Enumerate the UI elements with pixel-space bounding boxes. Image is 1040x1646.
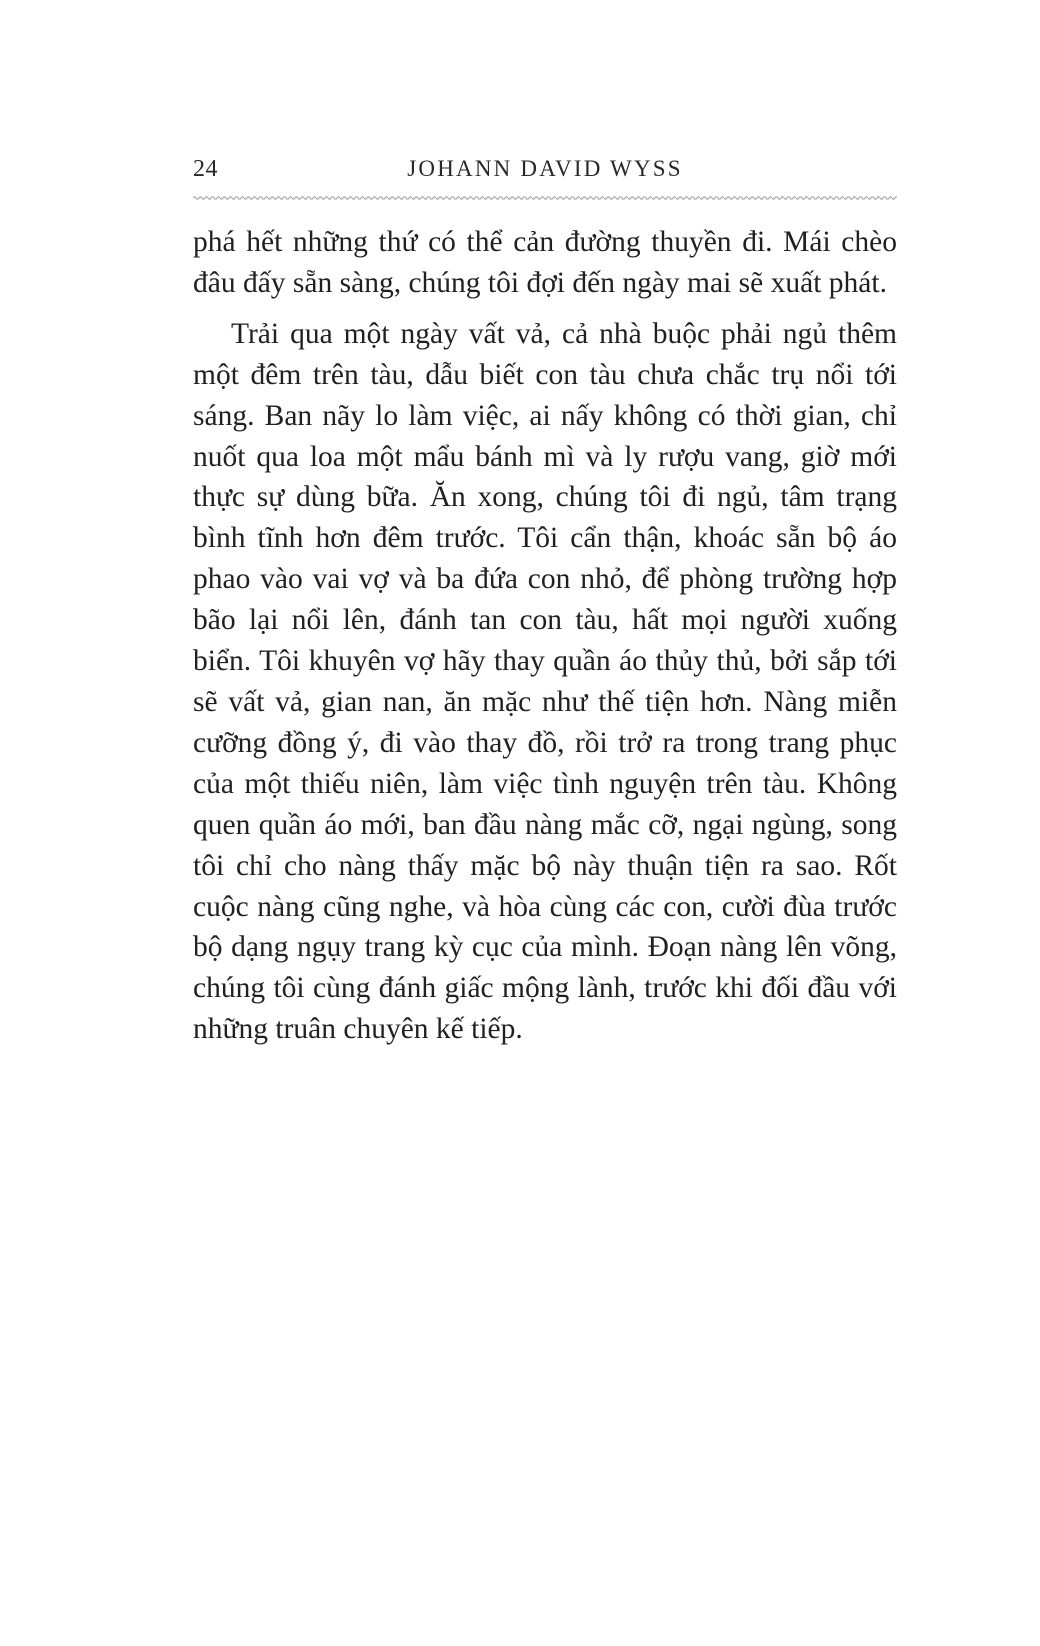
body-text [193,222,897,1050]
running-header [193,150,897,190]
paragraph-main: Trải qua một ngày vất vả, cả nhà buộc phải ngủ thêm một đêm trên tàu, dẫu biết con tàu chưa chắc trụ nổi tới sáng. Ban nãy lo làm việc, ai nấy không có thời gian, chỉ nuốt qua loa một mẩu bánh mì và ly rượu vang, giờ mới thực sự dùng bữa. Ăn xong, chúng tôi đi ngủ, tâm trạng bình tĩnh hơn đêm trước. Tôi cẩn thận, khoác sẵn bộ áo phao vào vai vợ và ba đứa con nhỏ, để phòng trường hợp bão lại nổi lên, đánh tan con tàu, hất mọi người xuống biển. Tôi khuyên vợ hãy thay quần áo thủy thủ, bởi sắp tới sẽ vất vả, gian nan, ăn mặc như thế tiện hơn. Nàng miễn cưỡng đồng ý, đi vào thay đồ, rồi trở ra trong trang phục của một thiếu niên, làm việc tình nguyện trên tàu. Không quen quần áo mới, ban đầu nàng mắc cỡ, ngại ngùng, song tôi chỉ cho nàng thấy mặc bộ này thuận tiện ra sao. Rốt cuộc nàng cũng nghe, và hòa cùng các con, cười đùa trước bộ dạng ngụy trang kỳ cục của mình. Đoạn nàng lên võng, chúng tôi cùng đánh giấc mộng lành, trước khi đối đầu với những truân chuyên kế tiếp. [193,317,897,1046]
running-head-author: JOHANN DAVID WYSS [407,156,683,181]
page-number: 24 [193,156,218,182]
decorative-wave-divider [193,194,897,202]
paragraph-continuation: phá hết những thứ có thể cản đường thuyền đi. Mái chèo đâu đấy sẵn sàng, chúng tôi đợi đến ngày mai sẽ xuất phát. [193,226,897,299]
